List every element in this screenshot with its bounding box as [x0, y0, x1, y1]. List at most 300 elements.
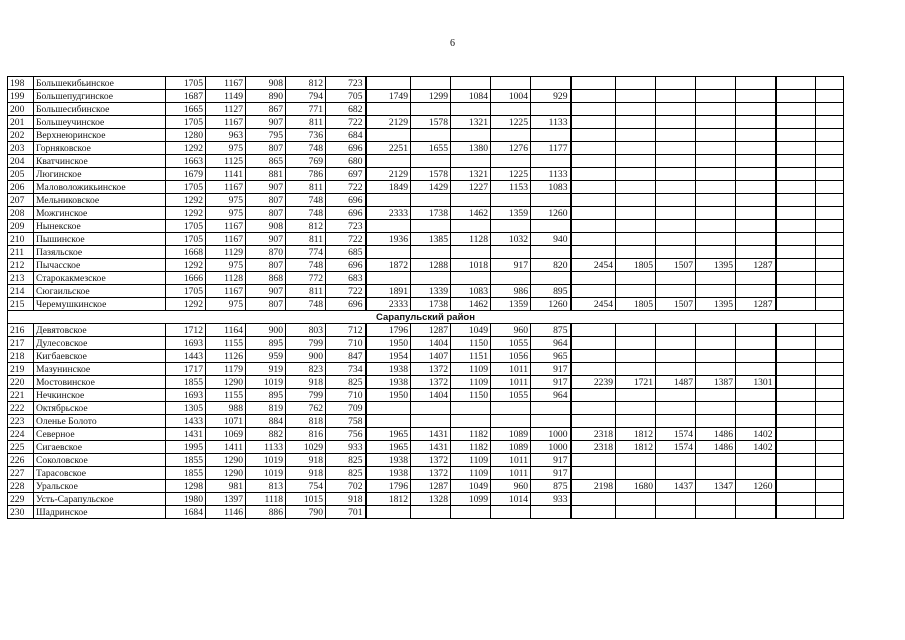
row-number: 230 — [8, 506, 34, 519]
value-cell: 975 — [206, 298, 246, 311]
value-cell — [491, 129, 531, 142]
value-cell — [571, 142, 616, 155]
row-number: 210 — [8, 233, 34, 246]
value-cell — [656, 207, 696, 220]
settlement-name: Верхнеюринское — [34, 129, 166, 142]
row-number: 200 — [8, 103, 34, 116]
settlement-name: Пазяльское — [34, 246, 166, 259]
value-cell — [776, 506, 816, 519]
value-cell: 868 — [246, 272, 286, 285]
value-cell: 748 — [286, 194, 326, 207]
value-cell — [616, 103, 656, 116]
value-cell — [491, 220, 531, 233]
value-cell: 1133 — [531, 168, 571, 181]
value-cell: 1280 — [166, 129, 206, 142]
value-cell: 748 — [286, 207, 326, 220]
value-cell: 696 — [326, 194, 366, 207]
value-cell: 1128 — [451, 233, 491, 246]
table-row — [8, 272, 844, 285]
value-cell: 1347 — [696, 480, 736, 493]
value-cell: 1872 — [366, 259, 411, 272]
value-cell: 1167 — [206, 233, 246, 246]
value-cell: 1109 — [451, 363, 491, 376]
value-cell: 1164 — [206, 324, 246, 337]
settlement-name: Мельниковское — [34, 194, 166, 207]
value-cell: 696 — [326, 259, 366, 272]
value-cell — [411, 402, 451, 415]
value-cell: 900 — [246, 324, 286, 337]
value-cell: 1292 — [166, 142, 206, 155]
value-cell: 696 — [326, 298, 366, 311]
value-cell: 1721 — [616, 376, 656, 389]
value-cell: 1118 — [246, 493, 286, 506]
value-cell — [366, 129, 411, 142]
row-number: 207 — [8, 194, 34, 207]
value-cell — [736, 363, 776, 376]
value-cell: 963 — [206, 129, 246, 142]
value-cell — [776, 220, 816, 233]
value-cell: 867 — [246, 103, 286, 116]
value-cell — [736, 129, 776, 142]
value-cell — [816, 233, 844, 246]
value-cell: 769 — [286, 155, 326, 168]
value-cell: 1395 — [696, 298, 736, 311]
row-number: 202 — [8, 129, 34, 142]
value-cell — [736, 116, 776, 129]
value-cell — [776, 155, 816, 168]
value-cell: 807 — [246, 207, 286, 220]
value-cell — [736, 194, 776, 207]
rates-table — [7, 76, 844, 519]
table-row — [8, 90, 844, 103]
value-cell — [366, 415, 411, 428]
table-row — [8, 77, 844, 90]
settlement-name: Дулесовское — [34, 337, 166, 350]
value-cell: 988 — [206, 402, 246, 415]
value-cell: 709 — [326, 402, 366, 415]
value-cell — [616, 324, 656, 337]
value-cell — [816, 506, 844, 519]
settlement-name: Соколовское — [34, 454, 166, 467]
value-cell: 1402 — [736, 428, 776, 441]
value-cell: 1397 — [206, 493, 246, 506]
value-cell: 1292 — [166, 194, 206, 207]
settlement-name: Кватчинское — [34, 155, 166, 168]
value-cell: 2251 — [366, 142, 411, 155]
value-cell: 1089 — [491, 441, 531, 454]
table-row — [8, 194, 844, 207]
value-cell — [656, 337, 696, 350]
value-cell: 1486 — [696, 428, 736, 441]
value-cell: 1679 — [166, 168, 206, 181]
settlement-name: Большекибьинское — [34, 77, 166, 90]
value-cell — [696, 90, 736, 103]
value-cell: 908 — [246, 220, 286, 233]
value-cell — [656, 272, 696, 285]
value-cell: 807 — [246, 259, 286, 272]
value-cell: 1298 — [166, 480, 206, 493]
value-cell: 1687 — [166, 90, 206, 103]
value-cell: 825 — [326, 467, 366, 480]
value-cell — [656, 467, 696, 480]
value-cell: 2333 — [366, 207, 411, 220]
value-cell — [531, 272, 571, 285]
value-cell — [491, 246, 531, 259]
value-cell — [491, 194, 531, 207]
table-row — [8, 259, 844, 272]
value-cell — [616, 142, 656, 155]
value-cell: 1433 — [166, 415, 206, 428]
value-cell: 1260 — [531, 207, 571, 220]
value-cell: 1141 — [206, 168, 246, 181]
value-cell: 710 — [326, 389, 366, 402]
table-row — [8, 246, 844, 259]
value-cell: 917 — [531, 454, 571, 467]
value-cell: 1372 — [411, 454, 451, 467]
settlement-name: Мазунинское — [34, 363, 166, 376]
value-cell — [571, 103, 616, 116]
value-cell — [451, 155, 491, 168]
value-cell: 1359 — [491, 298, 531, 311]
value-cell: 1049 — [451, 480, 491, 493]
settlement-name: Октябрьское — [34, 402, 166, 415]
value-cell — [571, 506, 616, 519]
value-cell: 895 — [246, 337, 286, 350]
value-cell — [411, 415, 451, 428]
value-cell — [656, 285, 696, 298]
value-cell — [571, 350, 616, 363]
value-cell — [776, 493, 816, 506]
value-cell — [616, 194, 656, 207]
value-cell: 680 — [326, 155, 366, 168]
value-cell — [736, 272, 776, 285]
value-cell: 1305 — [166, 402, 206, 415]
value-cell: 748 — [286, 298, 326, 311]
table-row — [8, 337, 844, 350]
value-cell: 701 — [326, 506, 366, 519]
value-cell — [816, 454, 844, 467]
value-cell: 907 — [246, 116, 286, 129]
value-cell — [616, 220, 656, 233]
row-number: 229 — [8, 493, 34, 506]
settlement-name: Шадринское — [34, 506, 166, 519]
value-cell — [776, 233, 816, 246]
value-cell — [616, 129, 656, 142]
value-cell: 1019 — [246, 467, 286, 480]
value-cell: 1225 — [491, 168, 531, 181]
value-cell — [816, 168, 844, 181]
value-cell: 1290 — [206, 376, 246, 389]
value-cell — [451, 194, 491, 207]
value-cell — [776, 272, 816, 285]
row-number: 211 — [8, 246, 34, 259]
value-cell — [696, 285, 736, 298]
value-cell — [491, 402, 531, 415]
value-cell — [656, 402, 696, 415]
table-row — [8, 116, 844, 129]
value-cell: 712 — [326, 324, 366, 337]
value-cell: 881 — [246, 168, 286, 181]
value-cell: 1938 — [366, 454, 411, 467]
value-cell: 1109 — [451, 467, 491, 480]
value-cell: 870 — [246, 246, 286, 259]
value-cell — [816, 129, 844, 142]
value-cell: 1372 — [411, 363, 451, 376]
value-cell — [411, 506, 451, 519]
value-cell: 1359 — [491, 207, 531, 220]
value-cell: 917 — [531, 467, 571, 480]
value-cell: 1855 — [166, 376, 206, 389]
value-cell — [571, 90, 616, 103]
value-cell: 790 — [286, 506, 326, 519]
value-cell — [571, 324, 616, 337]
value-cell: 1938 — [366, 467, 411, 480]
value-cell — [696, 402, 736, 415]
value-cell: 811 — [286, 116, 326, 129]
table-row — [8, 493, 844, 506]
value-cell: 895 — [246, 389, 286, 402]
value-cell — [616, 207, 656, 220]
value-cell — [656, 506, 696, 519]
value-cell — [491, 272, 531, 285]
value-cell: 1151 — [451, 350, 491, 363]
value-cell — [531, 77, 571, 90]
value-cell: 884 — [246, 415, 286, 428]
value-cell: 1995 — [166, 441, 206, 454]
value-cell — [571, 129, 616, 142]
value-cell: 907 — [246, 181, 286, 194]
value-cell: 811 — [286, 285, 326, 298]
value-cell: 723 — [326, 220, 366, 233]
value-cell — [411, 194, 451, 207]
value-cell — [571, 220, 616, 233]
value-cell: 1805 — [616, 259, 656, 272]
value-cell — [816, 441, 844, 454]
value-cell: 722 — [326, 181, 366, 194]
row-number: 221 — [8, 389, 34, 402]
value-cell: 1292 — [166, 259, 206, 272]
value-cell — [776, 415, 816, 428]
value-cell — [736, 90, 776, 103]
value-cell — [656, 142, 696, 155]
value-cell — [571, 194, 616, 207]
value-cell — [616, 363, 656, 376]
value-cell: 1000 — [531, 428, 571, 441]
region-row — [8, 311, 844, 324]
value-cell: 986 — [491, 285, 531, 298]
value-cell: 1705 — [166, 181, 206, 194]
row-number: 226 — [8, 454, 34, 467]
value-cell — [696, 103, 736, 116]
row-number: 204 — [8, 155, 34, 168]
value-cell — [366, 402, 411, 415]
value-cell — [571, 337, 616, 350]
value-cell: 975 — [206, 259, 246, 272]
value-cell — [696, 324, 736, 337]
value-cell — [451, 402, 491, 415]
value-cell — [656, 103, 696, 116]
value-cell: 1011 — [491, 363, 531, 376]
table-row — [8, 376, 844, 389]
value-cell — [411, 272, 451, 285]
value-cell — [571, 246, 616, 259]
value-cell: 1125 — [206, 155, 246, 168]
value-cell: 1437 — [656, 480, 696, 493]
value-cell: 1167 — [206, 220, 246, 233]
value-cell — [736, 220, 776, 233]
value-cell: 1339 — [411, 285, 451, 298]
value-cell: 696 — [326, 142, 366, 155]
value-cell: 813 — [246, 480, 286, 493]
value-cell — [656, 246, 696, 259]
value-cell: 1849 — [366, 181, 411, 194]
value-cell — [736, 467, 776, 480]
value-cell — [616, 181, 656, 194]
value-cell: 1083 — [451, 285, 491, 298]
value-cell: 959 — [246, 350, 286, 363]
value-cell: 722 — [326, 233, 366, 246]
value-cell: 1805 — [616, 298, 656, 311]
value-cell — [656, 194, 696, 207]
settlement-name: Горняковское — [34, 142, 166, 155]
table-row — [8, 207, 844, 220]
value-cell: 975 — [206, 194, 246, 207]
value-cell: 794 — [286, 90, 326, 103]
value-cell: 1155 — [206, 337, 246, 350]
value-cell — [656, 454, 696, 467]
value-cell — [531, 103, 571, 116]
row-number: 218 — [8, 350, 34, 363]
value-cell — [571, 116, 616, 129]
value-cell: 1655 — [411, 142, 451, 155]
value-cell — [656, 350, 696, 363]
value-cell — [616, 493, 656, 506]
value-cell — [736, 415, 776, 428]
value-cell: 2454 — [571, 259, 616, 272]
table-row — [8, 454, 844, 467]
table-row — [8, 428, 844, 441]
value-cell: 736 — [286, 129, 326, 142]
row-number: 206 — [8, 181, 34, 194]
value-cell — [411, 246, 451, 259]
value-cell — [571, 415, 616, 428]
value-cell — [776, 168, 816, 181]
value-cell: 964 — [531, 389, 571, 402]
value-cell — [776, 363, 816, 376]
value-cell — [696, 415, 736, 428]
value-cell — [776, 129, 816, 142]
value-cell — [366, 194, 411, 207]
value-cell: 975 — [206, 207, 246, 220]
value-cell — [816, 259, 844, 272]
value-cell — [736, 402, 776, 415]
settlement-name: Нынекское — [34, 220, 166, 233]
value-cell — [816, 103, 844, 116]
value-cell: 684 — [326, 129, 366, 142]
value-cell: 722 — [326, 116, 366, 129]
value-cell — [411, 129, 451, 142]
row-number: 201 — [8, 116, 34, 129]
value-cell: 1321 — [451, 116, 491, 129]
value-cell: 812 — [286, 77, 326, 90]
value-cell: 1812 — [616, 428, 656, 441]
value-cell: 683 — [326, 272, 366, 285]
value-cell: 882 — [246, 428, 286, 441]
value-cell: 908 — [246, 77, 286, 90]
table-row — [8, 324, 844, 337]
value-cell: 1321 — [451, 168, 491, 181]
value-cell: 1965 — [366, 428, 411, 441]
value-cell: 965 — [531, 350, 571, 363]
row-number: 217 — [8, 337, 34, 350]
value-cell — [816, 480, 844, 493]
value-cell — [696, 272, 736, 285]
value-cell — [696, 207, 736, 220]
value-cell — [816, 90, 844, 103]
table-row — [8, 168, 844, 181]
value-cell — [776, 103, 816, 116]
value-cell — [616, 155, 656, 168]
value-cell: 1796 — [366, 480, 411, 493]
value-cell — [736, 207, 776, 220]
settlement-name: Можгинское — [34, 207, 166, 220]
table-body-bottom — [8, 324, 844, 519]
value-cell: 1965 — [366, 441, 411, 454]
value-cell — [616, 168, 656, 181]
value-cell: 918 — [286, 454, 326, 467]
value-cell: 1146 — [206, 506, 246, 519]
value-cell — [656, 493, 696, 506]
value-cell: 1290 — [206, 454, 246, 467]
value-cell: 1292 — [166, 207, 206, 220]
value-cell: 1812 — [366, 493, 411, 506]
value-cell — [776, 389, 816, 402]
value-cell: 1574 — [656, 441, 696, 454]
value-cell: 1127 — [206, 103, 246, 116]
settlement-name: Кигбаевское — [34, 350, 166, 363]
value-cell — [656, 220, 696, 233]
value-cell: 1507 — [656, 298, 696, 311]
value-cell: 1954 — [366, 350, 411, 363]
value-cell — [616, 337, 656, 350]
value-cell — [366, 155, 411, 168]
value-cell — [491, 506, 531, 519]
value-cell — [816, 220, 844, 233]
value-cell: 1328 — [411, 493, 451, 506]
value-cell: 1796 — [366, 324, 411, 337]
value-cell — [816, 415, 844, 428]
table-row — [8, 415, 844, 428]
value-cell: 964 — [531, 337, 571, 350]
value-cell: 1287 — [736, 259, 776, 272]
table-row — [8, 233, 844, 246]
value-cell — [531, 220, 571, 233]
value-cell: 1155 — [206, 389, 246, 402]
value-cell: 1936 — [366, 233, 411, 246]
value-cell — [736, 389, 776, 402]
table-row — [8, 506, 844, 519]
value-cell: 1292 — [166, 298, 206, 311]
value-cell: 1855 — [166, 454, 206, 467]
value-cell: 1032 — [491, 233, 531, 246]
value-cell: 2239 — [571, 376, 616, 389]
value-cell — [776, 376, 816, 389]
value-cell: 907 — [246, 285, 286, 298]
value-cell — [816, 207, 844, 220]
value-cell: 917 — [491, 259, 531, 272]
value-cell — [776, 285, 816, 298]
row-number: 203 — [8, 142, 34, 155]
